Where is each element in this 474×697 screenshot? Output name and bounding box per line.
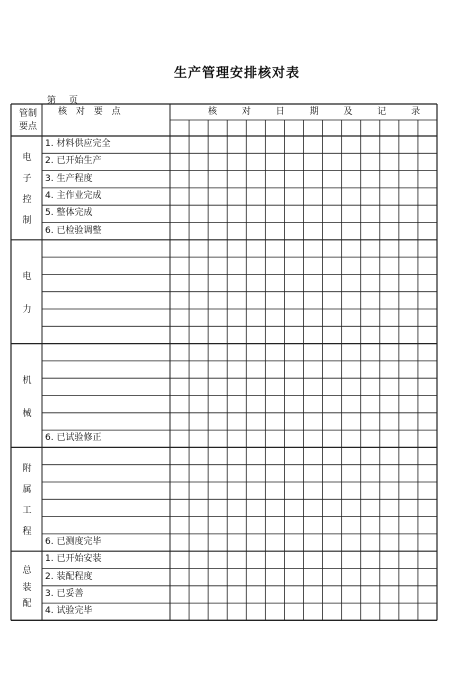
- section-name: 电 子 控 制: [22, 153, 32, 226]
- page-title: 生产管理安排核对表: [173, 66, 300, 81]
- row-checkpoint-label: 1. 已开始安装: [45, 554, 102, 565]
- row-checkpoint-label: 6. 已测度完毕: [45, 536, 102, 547]
- section-name: 电 力: [22, 272, 32, 315]
- row-checkpoint-label: 4. 试验完毕: [45, 606, 93, 617]
- row-checkpoint-label: 4. 主作业完成: [45, 190, 102, 201]
- header-category-label: 管制要点: [18, 109, 37, 132]
- section-name: 总 装 配: [22, 566, 32, 609]
- row-checkpoint-label: 1. 材料供应完全: [45, 139, 111, 149]
- row-checkpoint-label: 2. 装配程度: [45, 571, 93, 582]
- row-checkpoint-label: 3. 生产程度: [45, 173, 93, 184]
- row-checkpoint-label: 2. 已开始生产: [45, 156, 102, 167]
- section-name: 机 械: [22, 376, 32, 419]
- page-number-label: 第 页: [47, 96, 78, 106]
- header-keypoints-label: 核 对 要 点: [58, 107, 121, 117]
- row-checkpoint-label: 6. 已试验修正: [45, 433, 102, 444]
- row-checkpoint-label: 5. 整体完成: [45, 208, 93, 219]
- header-dates-label: 核 对 日 期 及 记 录: [208, 107, 421, 117]
- row-checkpoint-label: 3. 已妥善: [45, 588, 84, 599]
- row-checkpoint-label: 6. 已检验调整: [45, 225, 102, 236]
- section-name: 附 属 工 程: [22, 464, 32, 538]
